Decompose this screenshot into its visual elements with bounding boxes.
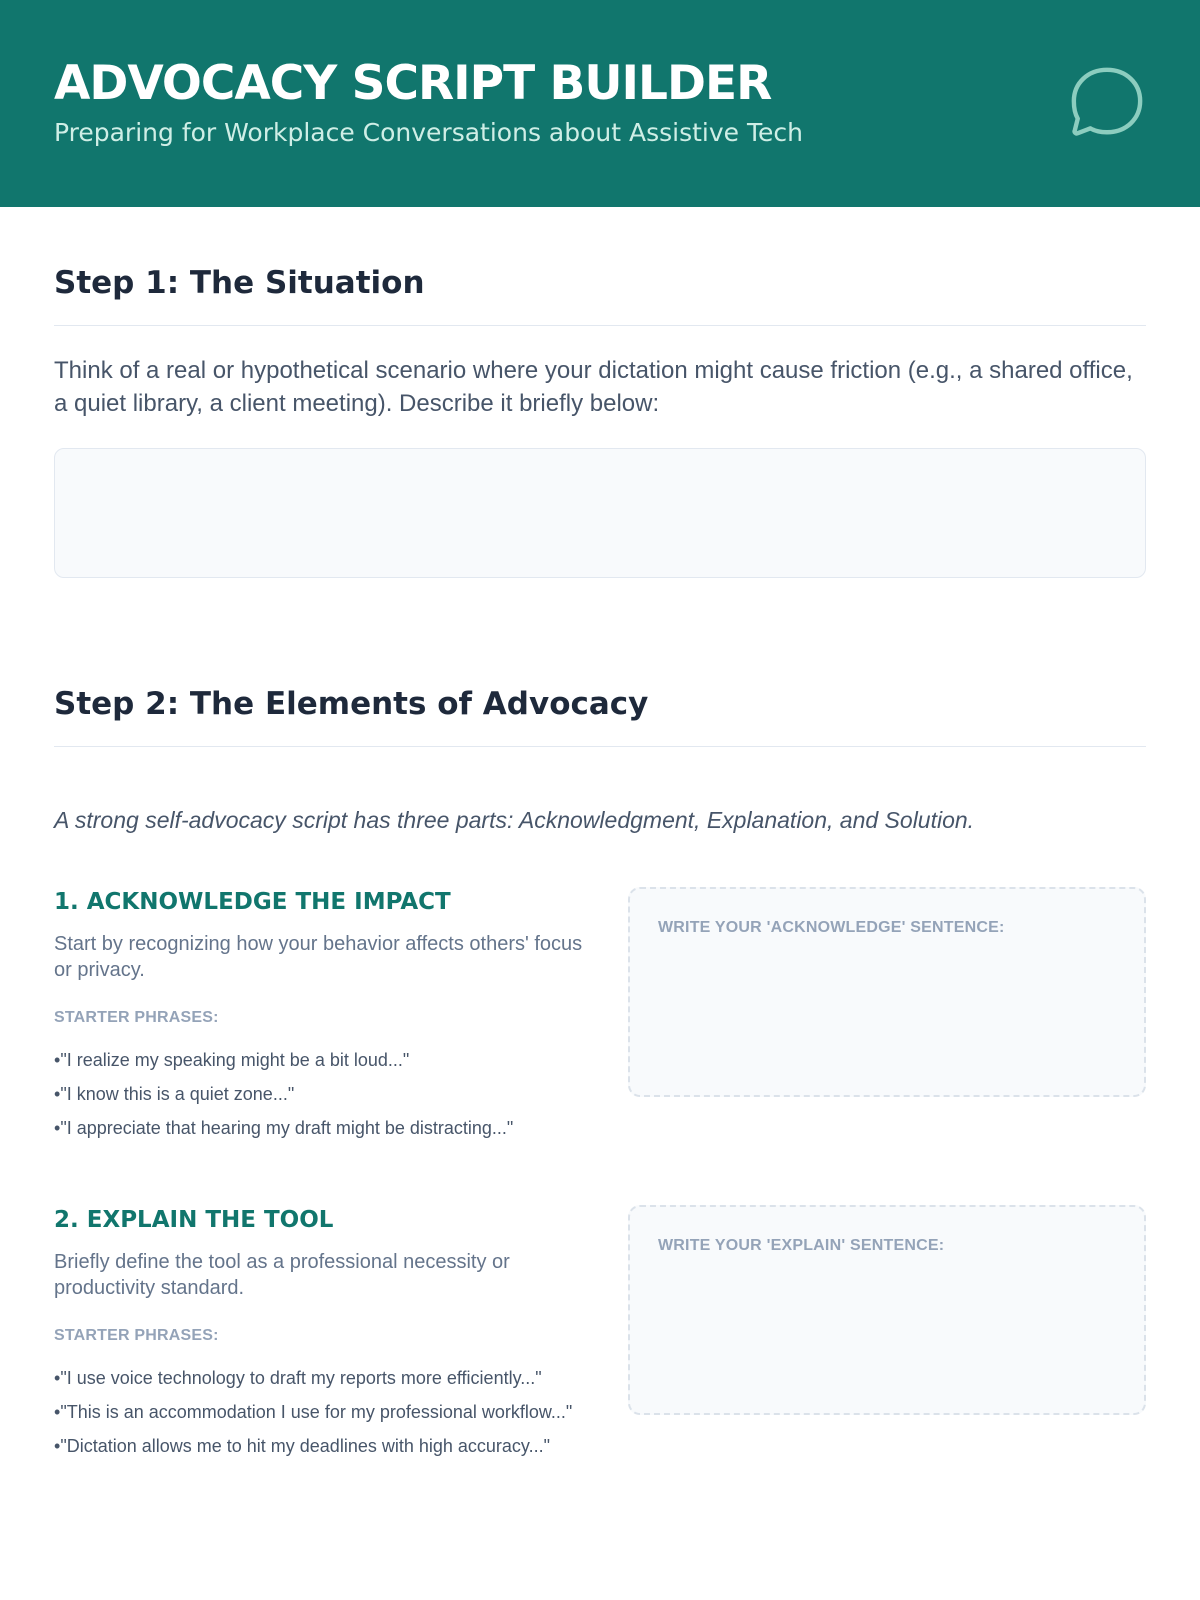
element-explain [54, 1205, 1146, 1467]
starter-phrase: • "I appreciate that hearing my draft might be distracting..." [54, 1115, 584, 1141]
element-title: 1. ACKNOWLEDGE THE IMPACT [54, 889, 451, 915]
step1-title: Step 1: The Situation [54, 265, 425, 301]
step2-title: Step 2: The Elements of Advocacy [54, 686, 649, 722]
element-title: 2. EXPLAIN THE TOOL [54, 1207, 334, 1233]
chat-bubble-icon [1068, 64, 1146, 142]
write-box-label: WRITE YOUR 'EXPLAIN' SENTENCE: [658, 1237, 945, 1254]
element-description: Briefly define the tool as a professional necessity or productivity standard. [54, 1251, 510, 1299]
explain-sentence-input[interactable] [628, 1205, 1146, 1415]
starter-phrase-list [54, 1365, 584, 1459]
step1-instructions: Think of a real or hypothetical scenario where your dictation might cause friction (e.g., a shared office, a quiet library, a client meeting). Describe it briefly below: [54, 357, 1133, 417]
divider [54, 746, 1146, 747]
starter-phrase: • "This is an accommodation I use for my professional workflow..." [54, 1399, 584, 1425]
starter-phrase: • "Dictation allows me to hit my deadlines with high accuracy..." [54, 1433, 584, 1459]
situation-input[interactable] [54, 448, 1146, 578]
write-box-label: WRITE YOUR 'ACKNOWLEDGE' SENTENCE: [658, 919, 1005, 936]
element-acknowledge [54, 887, 1146, 1149]
acknowledge-sentence-input[interactable] [628, 887, 1146, 1097]
step2-section [54, 578, 1146, 1467]
starter-phrases-label: STARTER PHRASES: [54, 1009, 219, 1026]
step2-lead: A strong self-advocacy script has three parts: Acknowledgment, Explanation, and Solution. [54, 807, 975, 833]
starter-phrase-list [54, 1047, 584, 1141]
page-title: ADVOCACY SCRIPT BUILDER [54, 56, 772, 111]
starter-phrase: • "I know this is a quiet zone..." [54, 1081, 584, 1107]
element-info [54, 887, 584, 1149]
element-info [54, 1205, 584, 1467]
starter-phrase: • "I use voice technology to draft my reports more efficiently..." [54, 1365, 584, 1391]
step1-section [54, 207, 1146, 578]
page-header [0, 0, 1200, 207]
starter-phrase: • "I realize my speaking might be a bit loud..." [54, 1047, 584, 1073]
divider [54, 325, 1146, 326]
page-subtitle: Preparing for Workplace Conversations about Assistive Tech [54, 118, 803, 147]
element-description: Start by recognizing how your behavior affects others' focus or privacy. [54, 933, 583, 981]
starter-phrases-label: STARTER PHRASES: [54, 1327, 219, 1344]
